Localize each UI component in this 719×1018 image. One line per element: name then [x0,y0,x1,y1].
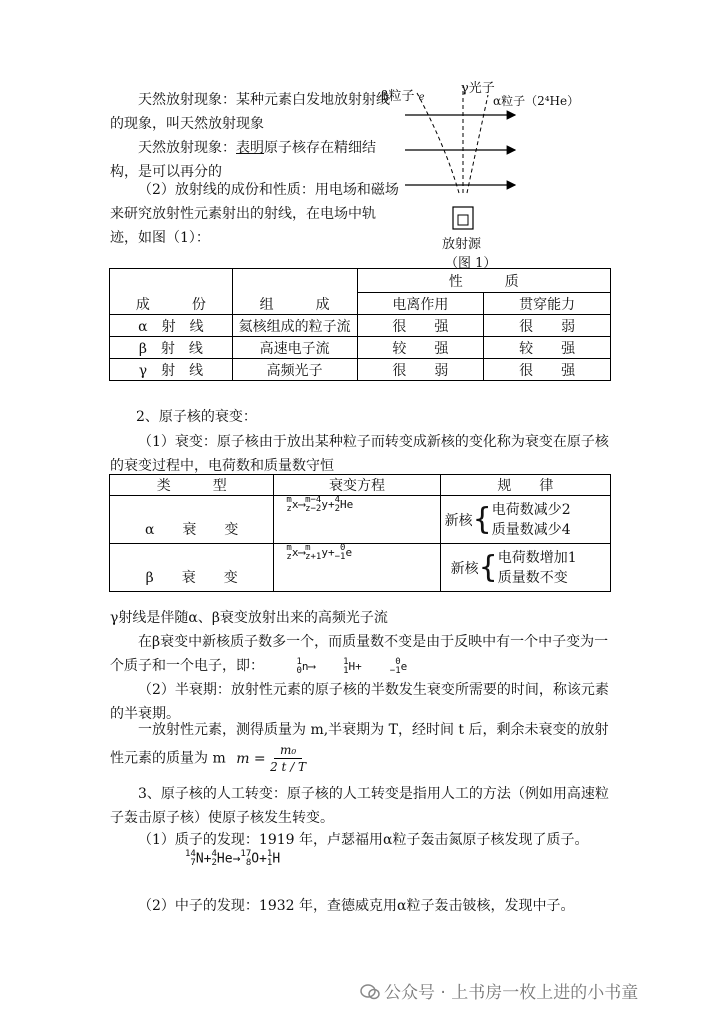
beta-decay-paragraph: 在β衰变中新核质子数多一个，而质量数不变是由于反映中有一个中子变为一个质子和一个电子，即： 1 0 n⟶ 1 1 H+ 0 −1 e [110,634,609,676]
radiation-properties-table [109,268,611,381]
cell-name: γ 射 线 [110,359,233,381]
intro-paragraph-1: 天然放射现象：某种元素白发地放射射线的现象，叫天然放射现象 [110,92,390,132]
alpha-trajectory [467,95,488,193]
th-equation: 衰变方程 [274,475,440,496]
intro-p2-pre: 天然放射现象： [138,140,236,156]
watermark: 公众号 · 上书房一枚上进的小书童 [360,978,638,1003]
cell-equation: m z x⟶ m z+1 y+ 0 −1 e [274,544,440,592]
section-2-paragraph: （1）衰变：原子核由于放出某种粒子而转变成新核的变化称为衰变在原子核的衰变过程中，电荷数和质量数守恒 [110,434,609,474]
cell-type: α 衰 变 [110,496,274,544]
intro-p2-underlined: 表明 [236,140,264,156]
section-2-title: 2、原子核的衰变： [136,409,257,425]
table-row [110,337,611,359]
source-label: 放射源 [442,237,482,252]
section-3-title: 3、原子核的人工转变：原子核的人工转变是指用人工的方法（例如用高速粒子轰击原子核）使原子核发生转变。 [110,786,609,826]
beta-trajectory [417,93,459,193]
gamma-line: γ射线是伴随α、β衰变放射出来的高频光子流 [110,610,388,626]
intro-paragraph-3: （2）放射线的成份和性质：用电场和磁场来研究放射性元素射出的射线，在电场中轨迹，如图（1）： [110,182,399,246]
th-makeup: 组 成 [232,269,357,315]
alpha-label: α粒子（2⁴He） [493,94,580,108]
proton-discovery: （1）质子的发现：1919 年，卢瑟福用α粒子轰击氮原子核发现了质子。 [138,832,589,848]
th-composition: 成 份 [110,269,233,315]
halflife-formula-line [110,742,610,775]
th-type: 类 型 [110,475,274,496]
source-box [453,207,473,229]
halflife-formula: $\frac{\text{m₀}}{2 t / T}$ [270,743,307,774]
cell-type: β 衰 变 [110,544,274,592]
cell-pen: 很 弱 [484,315,611,337]
gamma-label: γ光子 [461,81,495,96]
cell-ion: 很 弱 [357,359,484,381]
table-row [110,544,611,592]
th-ionization: 电离作用 [357,293,484,315]
cell-rule: 新核{ 电荷数减少2 质量数减少4 [440,496,610,544]
cell-equation: m z x⟶ m−4 z−2 y+ 4 2 He [274,496,440,544]
proton-equation: 14 7 N+ 4 2 He→ 17 8 O+ 1 1 H [185,849,281,868]
intro-paragraph-2 [110,136,400,184]
cell-makeup: 高频光子 [232,359,357,381]
th-properties: 性 质 [357,269,610,293]
decay-table [109,474,611,592]
source-inner [458,215,468,225]
halflife-formula-prefix: 性元素的质量为 m [110,750,226,767]
cell-pen: 较 强 [484,337,611,359]
table-row [110,496,611,544]
cell-makeup: 高速电子流 [232,337,357,359]
cell-pen: 很 强 [484,359,611,381]
cell-makeup: 氦核组成的粒子流 [232,315,357,337]
cell-name: β 射 线 [110,337,233,359]
table-row [110,315,611,337]
cell-ion: 较 强 [357,337,484,359]
figure-1 [375,75,580,271]
cell-ion: 很 强 [357,315,484,337]
cell-rule: 新核{ 电荷数增加1 质量数不变 [440,544,610,592]
figure-caption: （图 1） [445,256,497,271]
table-row [110,359,611,381]
cell-name: α 射 线 [110,315,233,337]
neutron-equation: 1 0 n⟶ 1 1 H+ 0 −1 e [296,657,408,676]
halflife-example-line: 一放射性元素，测得质量为 m,半衰期为 T，经时间 t 后，剩余未衰变的放射 [138,722,609,738]
formula-lhs: m = [236,750,266,767]
neutron-discovery: （2）中子的发现：1932 年，查德威克用α粒子轰击铍核，发现中子。 [138,898,575,914]
halflife-paragraph: （2）半衰期：放射性元素的原子核的半数发生衰变所需要的时间，称该元素的半衰期。 [110,682,609,722]
th-rule: 规 律 [440,475,610,496]
intro-p2-post: 原子核存在精细结构，是可以再分的 [110,140,376,180]
th-penetration: 贯穿能力 [484,293,611,315]
wechat-icon [360,984,380,1000]
beta-label: β粒子 e [381,89,425,104]
